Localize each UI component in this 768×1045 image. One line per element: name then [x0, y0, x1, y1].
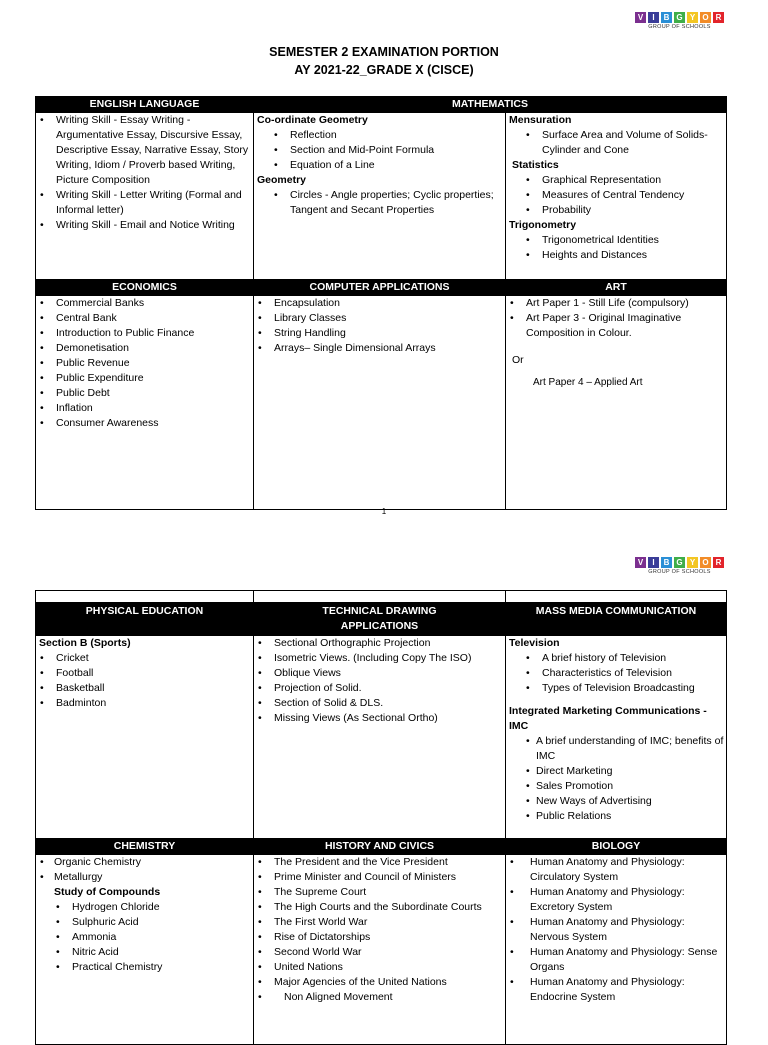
list-item: • Writing Skill - Email and Notice Writing — [36, 218, 253, 233]
mathematics-header: MATHEMATICS — [254, 97, 727, 113]
logo-letter: R — [713, 557, 724, 568]
list-item: • Public Expenditure — [36, 371, 253, 386]
list-item: • Sales Promotion — [506, 779, 726, 794]
list-item: • Missing Views (As Sectional Ortho) — [254, 711, 505, 726]
list-item: • Consumer Awareness — [36, 416, 253, 431]
list-item: • Sectional Orthographic Projection — [254, 636, 505, 651]
art-header: ART — [506, 280, 727, 296]
english-cell — [36, 113, 254, 280]
logo-letter: G — [674, 557, 685, 568]
list-item: • Demonetisation — [36, 341, 253, 356]
list-item: • Non Aligned Movement — [254, 990, 505, 1005]
list-item: • Major Agencies of the United Nations — [254, 975, 505, 990]
list-item: • Organic Chemistry — [36, 855, 253, 870]
section-title: Co-ordinate Geometry — [257, 114, 368, 126]
list-item: • Human Anatomy and Physiology: Excretory System — [506, 885, 726, 915]
list-item: • Human Anatomy and Physiology: Nervous System — [506, 915, 726, 945]
list-item: • Nitric Acid — [36, 945, 253, 960]
list-item: • Library Classes — [254, 311, 505, 326]
english-header: ENGLISH LANGUAGE — [36, 97, 254, 113]
td-header: TECHNICAL DRAWING APPLICATIONS — [254, 603, 506, 636]
list-item: • Surface Area and Volume of Solids- Cylinder and Cone — [506, 128, 726, 158]
list-item: • Writing Skill - Letter Writing (Formal and Informal letter) — [36, 188, 253, 218]
section-title: Television — [509, 637, 560, 649]
list-item: • Commercial Banks — [36, 296, 253, 311]
logo-letter: O — [700, 12, 711, 23]
portion-table-page2 — [35, 590, 727, 1045]
list-item: • Human Anatomy and Physiology: Endocrine System — [506, 975, 726, 1005]
section-title: Geometry — [257, 174, 307, 186]
page-subtitle: AY 2021-22_GRADE X (CISCE) — [294, 63, 474, 77]
page-title: SEMESTER 2 EXAMINATION PORTION — [269, 45, 499, 59]
list-item: • The Supreme Court — [254, 885, 505, 900]
list-item: • Equation of a Line — [254, 158, 505, 173]
section-title: Integrated Marketing Communications - IMC — [509, 705, 707, 732]
logo-letter: B — [661, 557, 672, 568]
list-item: • Inflation — [36, 401, 253, 416]
section-title: Section B (Sports) — [39, 637, 131, 649]
list-item: • Second World War — [254, 945, 505, 960]
list-item: • Basketball — [36, 681, 253, 696]
list-item: • Football — [36, 666, 253, 681]
section-title: Study of Compounds — [54, 886, 161, 898]
list-item: • Metallurgy — [36, 870, 253, 885]
list-item: • Characteristics of Television — [506, 666, 726, 681]
logo-letter: I — [648, 12, 659, 23]
maths-geometry-cell — [254, 113, 506, 280]
logo-letter: B — [661, 12, 672, 23]
list-item: • Isometric Views. (Including Copy The ISO) — [254, 651, 505, 666]
list-item: • Direct Marketing — [506, 764, 726, 779]
td-cell — [254, 636, 506, 839]
logo-letter: O — [700, 557, 711, 568]
biology-cell — [506, 855, 727, 1045]
logo-tagline: GROUP OF SCHOOLS — [648, 569, 711, 575]
list-item: • Public Revenue — [36, 356, 253, 371]
list-item: • Rise of Dictatorships — [254, 930, 505, 945]
list-item: • A brief history of Television — [506, 651, 726, 666]
art-paper4-text: Art Paper 4 – Applied Art — [533, 377, 643, 388]
list-item: • Badminton — [36, 696, 253, 711]
history-header: HISTORY AND CIVICS — [254, 839, 506, 855]
section-title: Trigonometry — [509, 219, 577, 231]
list-item: • Art Paper 1 - Still Life (compulsory) — [506, 296, 726, 311]
portion-table-page1 — [35, 96, 727, 510]
list-item: • Public Debt — [36, 386, 253, 401]
vibgyor-logo — [635, 12, 724, 30]
pe-header: PHYSICAL EDUCATION — [36, 603, 254, 636]
logo-letter: V — [635, 12, 646, 23]
list-item: • Central Bank — [36, 311, 253, 326]
list-item: • Trigonometrical Identities — [506, 233, 726, 248]
list-item: • Arrays– Single Dimensional Arrays — [254, 341, 505, 356]
logo-letter: G — [674, 12, 685, 23]
logo-letter: Y — [687, 557, 698, 568]
list-item: • Heights and Distances — [506, 248, 726, 263]
list-item: • Encapsulation — [254, 296, 505, 311]
page-number: 1 — [381, 507, 387, 516]
list-item: • New Ways of Advertising — [506, 794, 726, 809]
vibgyor-logo — [635, 557, 724, 575]
list-item: • Oblique Views — [254, 666, 505, 681]
economics-header: ECONOMICS — [36, 280, 254, 296]
pe-cell — [36, 636, 254, 839]
art-cell — [506, 296, 727, 510]
economics-cell — [36, 296, 254, 510]
list-item: • Art Paper 3 - Original Imaginative Composition in Colour. — [506, 311, 726, 341]
or-text: Or — [512, 354, 524, 366]
mmc-cell — [506, 636, 727, 839]
list-item: • A brief understanding of IMC; benefits of IMC — [506, 734, 726, 764]
section-title: Mensuration — [509, 114, 572, 126]
list-item: • Ammonia — [36, 930, 253, 945]
list-item: • Types of Television Broadcasting — [506, 681, 726, 696]
chemistry-header: CHEMISTRY — [36, 839, 254, 855]
maths-other-cell — [506, 113, 727, 280]
list-item: • The President and the Vice President — [254, 855, 505, 870]
list-item: • The First World War — [254, 915, 505, 930]
history-cell — [254, 855, 506, 1045]
computer-header: COMPUTER APPLICATIONS — [254, 280, 506, 296]
logo-letter: I — [648, 557, 659, 568]
mmc-header: MASS MEDIA COMMUNICATION — [506, 603, 727, 636]
list-item: • Sulphuric Acid — [36, 915, 253, 930]
list-item: • Prime Minister and Council of Ministers — [254, 870, 505, 885]
list-item: • Public Relations — [506, 809, 726, 824]
list-item: • Measures of Central Tendency — [506, 188, 726, 203]
logo-letter: Y — [687, 12, 698, 23]
list-item: • Human Anatomy and Physiology: Sense Organs — [506, 945, 726, 975]
list-item: • Graphical Representation — [506, 173, 726, 188]
section-title: Statistics — [512, 159, 559, 171]
logo-letters — [635, 12, 724, 23]
list-item: • The High Courts and the Subordinate Courts — [254, 900, 505, 915]
list-item: • String Handling — [254, 326, 505, 341]
list-item: • Projection of Solid. — [254, 681, 505, 696]
list-item: • United Nations — [254, 960, 505, 975]
list-item: • Reflection — [254, 128, 505, 143]
list-item: • Section and Mid-Point Formula — [254, 143, 505, 158]
logo-letter: R — [713, 12, 724, 23]
list-item: • Practical Chemistry — [36, 960, 253, 975]
biology-header: BIOLOGY — [506, 839, 727, 855]
computer-cell — [254, 296, 506, 510]
list-item: • Writing Skill - Essay Writing - Argumentative Essay, Discursive Essay, Descriptive Essay, Narrative Essay, Story Writing, Idiom / Proverb based Writing, Picture Composition — [36, 113, 253, 188]
logo-letter: V — [635, 557, 646, 568]
logo-letters — [635, 557, 724, 568]
list-item: • Circles - Angle properties; Cyclic properties; Tangent and Secant Properties — [254, 188, 505, 218]
logo-tagline: GROUP OF SCHOOLS — [648, 24, 711, 30]
list-item: • Human Anatomy and Physiology: Circulatory System — [506, 855, 726, 885]
list-item: • Hydrogen Chloride — [36, 900, 253, 915]
list-item: • Probability — [506, 203, 726, 218]
list-item: • Introduction to Public Finance — [36, 326, 253, 341]
list-item: • Section of Solid & DLS. — [254, 696, 505, 711]
chemistry-cell — [36, 855, 254, 1045]
list-item: • Cricket — [36, 651, 253, 666]
